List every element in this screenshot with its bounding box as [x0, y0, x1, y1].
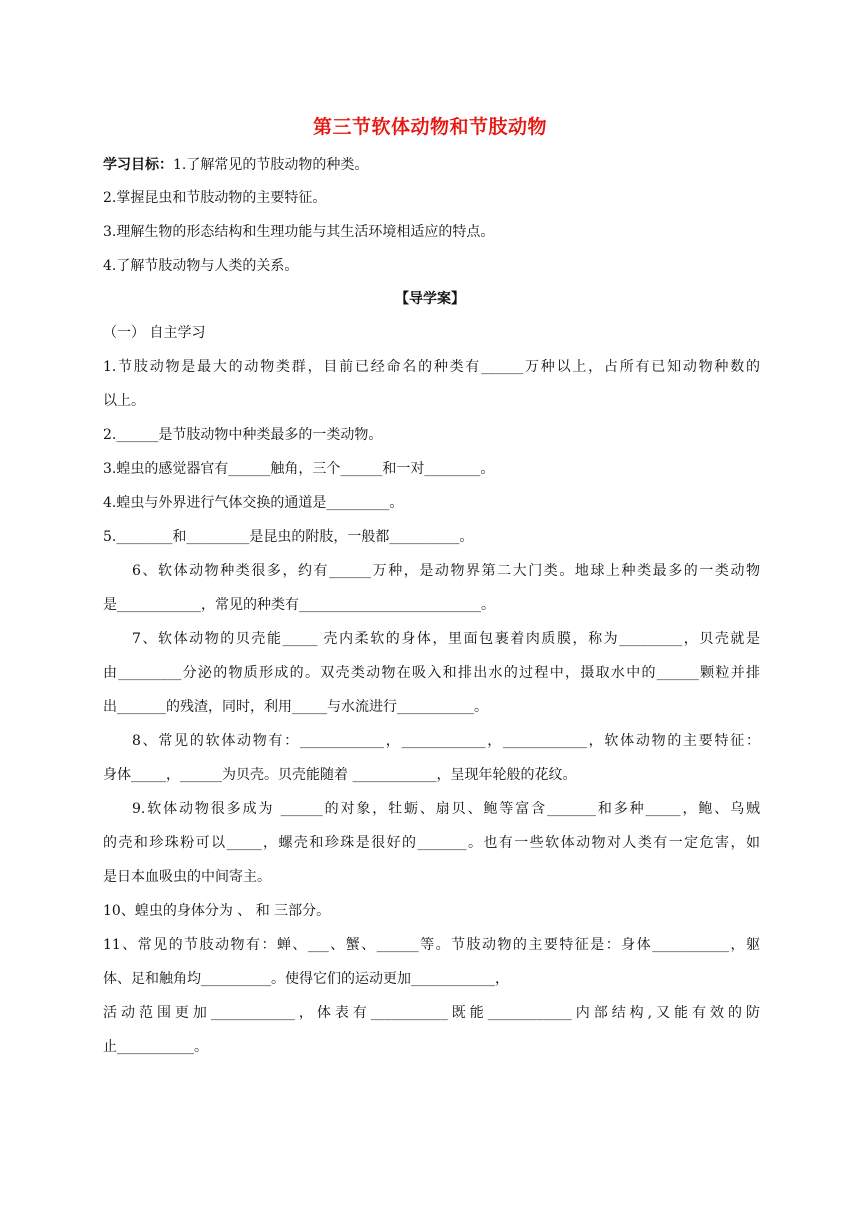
question-4: 4.蝗虫与外界进行气体交换的通道是_________。 — [103, 495, 404, 511]
question-6-cont: 是____________，常见的种类有__________________________。 — [103, 597, 495, 613]
question-9-cont-1: 的壳和珍珠粉可以_____，螺壳和珍珠是很好的_______。也有一些软体动物对人类有一定危害，如 — [103, 835, 760, 851]
objective-3: 3.理解生物的形态结构和生理功能与其生活环境相适应的特点。 — [103, 224, 495, 240]
section-heading: 【导学案】 — [395, 291, 465, 307]
question-11-cont-2: 活动范围更加____________，体表有___________既能____________内部结构,又能有效的防 — [103, 1005, 760, 1021]
question-7-cont-1: 由_________分泌的物质形成的。双壳类动物在吸入和排出水的过程中，摄取水中的______颗粒并排 — [103, 665, 760, 681]
question-11-cont-3: 止___________。 — [103, 1039, 208, 1055]
objective-1: 学习目标：1.了解常见的节肢动物的种类。 — [103, 157, 369, 173]
question-10: 10、蝗虫的身体分为 、 和 三部分。 — [103, 903, 331, 919]
question-2: 2.______是节肢动物中种类最多的一类动物。 — [103, 427, 383, 443]
question-3: 3.蝗虫的感觉器官有______触角，三个______和一对________。 — [103, 461, 495, 477]
question-8-cont: 身体_____，______为贝壳。贝壳能随着 ____________，呈现年轮般的花纹。 — [103, 767, 577, 783]
question-7: 7、软体动物的贝壳能_____ 壳内柔软的身体，里面包裹着肉质膜，称为_________，贝壳就是 — [132, 631, 760, 647]
objective-2: 2.掌握昆虫和节肢动物的主要特征。 — [103, 190, 327, 206]
question-1-cont: 以上。 — [103, 393, 145, 409]
question-1: 1.节肢动物是最大的动物类群，目前已经命名的种类有______万种以上，占所有已知动物种数的 — [103, 359, 760, 375]
subsection-heading: （一） 自主学习 — [103, 325, 206, 341]
question-9-cont-2: 是日本血吸虫的中间寄主。 — [103, 869, 271, 885]
question-9: 9.软体动物很多成为 ______的对象，牡蛎、扇贝、鲍等富含_______和多种_____，鲍、乌贼 — [132, 801, 760, 817]
question-11: 11、常见的节肢动物有：蝉、___、蟹、______等。节肢动物的主要特征是：身体___________，躯 — [103, 937, 760, 953]
question-5: 5.________和_________是昆虫的附肢，一般都__________。 — [103, 529, 474, 545]
objectives-label: 学习目标： — [103, 157, 173, 173]
question-11-cont-1: 体、足和触角均__________。使得它们的运动更加____________， — [103, 971, 509, 987]
question-6: 6、软体动物种类很多，约有______万种，是动物界第二大门类。地球上种类最多的一类动物 — [132, 563, 760, 579]
objective-4: 4.了解节肢动物与人类的关系。 — [103, 258, 299, 274]
question-7-cont-2: 出_______的残渣，同时，利用_____与水流进行___________。 — [103, 699, 488, 715]
question-8: 8、常见的软体动物有：____________，____________，____________，软体动物的主要特征： — [132, 733, 760, 749]
page-title: 第三节软体动物和节肢动物 — [312, 116, 547, 138]
